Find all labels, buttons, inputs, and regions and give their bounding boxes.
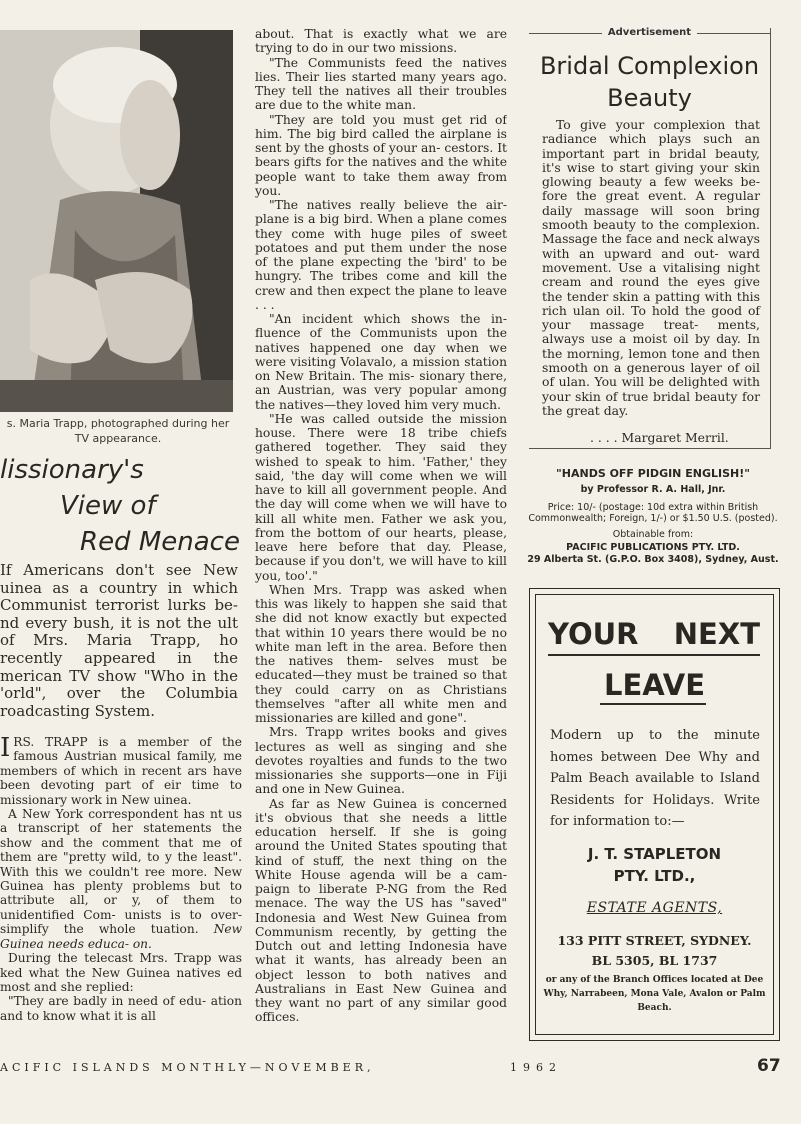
leave-ad-heading-2: LEAVE (603, 668, 706, 702)
company-name-2: PTY. LTD., (613, 867, 696, 885)
page-footer (0, 1058, 801, 1082)
bridal-ad-signature: . . . . Margaret Merril. (590, 430, 729, 445)
col2-paragraph: about. That is exactly what we are trying to do in our two missions. (255, 27, 507, 56)
headline-line-3: Red Menace (80, 527, 240, 557)
article-lede (0, 562, 238, 720)
col2-paragraph: As far as New Guinea is concerned it's obvious that she needs a little education herself. If she is going around the United States spouting that kind of stuff, the next thing on the White House agenda will be a cam- paign to liberate P-NG from the Red menace. The way the US has "saved" Indonesia and West New Guinea from Communism recently, by getting the Dutch out and letting Indonesia have what it wants, has already been an object lesson to both natives and Australians in East New Guinea and they want no part of any similar good offices. (255, 796, 507, 1025)
maria-trapp-photo (0, 30, 233, 412)
pidgin-price: Price: 10/- (postage: 10d extra within British Commonwealth; Foreign, 1/-) or $1.50 U.S. (posted). (528, 502, 778, 524)
col1-paragraph-2 (0, 807, 242, 951)
bridal-title-line-1: Bridal Complexion (539, 52, 760, 80)
col1-p2-italic: New Guinea needs educa- on. (0, 922, 242, 951)
magazine-name: ACIFIC ISLANDS MONTHLY—NOVEMBER, (0, 1061, 375, 1074)
pidgin-obtainable: Obtainable from: (612, 529, 694, 540)
bridal-ad-title (529, 50, 770, 114)
branch-offices: or any of the Branch Offices located at Dee Why, Narrabeen, Mona Vale, Avalon or Palm Beach. (543, 975, 766, 1013)
street-address: 133 PITT STREET, SYDNEY. (557, 933, 752, 948)
col1-paragraph-1 (0, 735, 242, 807)
leave-ad-rule-2 (600, 703, 706, 705)
pidgin-title: "HANDS OFF PIDGIN ENGLISH!" (556, 467, 750, 480)
leave-ad-body: Modern up to the minute homes between Dee Why and Palm Beach available to Island Residents for Holidays. Write for information to:— (550, 728, 760, 829)
company-name-1: J. T. STAPLETON (587, 845, 722, 863)
col2-paragraph: When Mrs. Trapp was asked when this was likely to happen she said that she did not know exactly but expected that within 10 years there would be no white man left in the area. Before then the natives them- selves must be educated—they must be trained so that they could carry on as Christians themselves "after all white men and missionaries are killed and gone". (255, 582, 507, 725)
phone-numbers: BL 5305, BL 1737 (591, 953, 718, 968)
estate-agents-label: ESTATE AGENTS, (586, 900, 723, 916)
headline-line-2: View of (60, 491, 156, 521)
lede-text: If Americans don't see New uinea as a country in which Communist terrorist lurks be- nd every bush, it is not the ult of Mrs. Maria Trapp, ho recently appeared in the merican TV show "Who in the 'orld", over the Columbia roadcasting System. (0, 561, 238, 720)
leave-ad-company (535, 843, 774, 887)
bridal-title-line-2: Beauty (607, 84, 692, 112)
portrait-illustration (0, 30, 233, 412)
pidgin-address: 29 Alberta St. (G.P.O. Box 3408), Sydney, Aust. (527, 554, 779, 565)
leave-ad-heading-1: YOUR NEXT (548, 617, 760, 651)
article-column-1 (0, 735, 242, 1023)
col2-paragraph: "He was called outside the mission house. There were 18 tribe chiefs gathered together. They said they wished to speak to him. 'Father,' they said, 'the day will come when we will have to kill all government people. And the day will come when we will have to kill all white men. Father we ask you, from the bottom of our hearts, please, leave here before that day. Please, because if you don't, we will have to kill you, too'." (255, 411, 507, 583)
issue-year: 1962 (510, 1061, 562, 1074)
col2-paragraph: "An incident which shows the in- fluence of the Communists upon the natives happened one day when we were visiting Volavalo, a mission station on New Britain. The mis- sionary there, an Austrian, was very popular among the natives—they loved him very much. (255, 312, 507, 412)
pidgin-publisher: PACIFIC PUBLICATIONS PTY. LTD. (566, 542, 740, 553)
col1-paragraph-3: During the telecast Mrs. Trapp was ked what the New Guinea natives ed most and she replied: (0, 951, 242, 994)
advertisement-label: Advertisement (529, 27, 770, 38)
page-number: 67 (757, 1056, 781, 1076)
col2-paragraph: "The natives really believe the air- plane is a big bird. When a plane comes they come with huge piles of sweet potatoes and put them under the nose of the plane expecting the 'bird' to be hungry. The tribes come and kill the crew and then expect the plane to leave . . . (255, 198, 507, 312)
leave-ad-rule (548, 654, 760, 656)
pidgin-book-notice (525, 466, 781, 566)
headline-line-1: lissionary's (0, 455, 144, 485)
col2-paragraph: "The Communists feed the natives lies. Their lies started many years ago. They tell the natives all their troubles are due to the white man. (255, 55, 507, 113)
col1-paragraph-4: "They are badly in need of edu- ation and to know what it is all (0, 994, 242, 1023)
col2-paragraph: Mrs. Trapp writes books and gives lectures as well as singing and she devotes royalties and funds to the two missionaries she supports—one in Fiji and one in New Guinea. (255, 725, 507, 797)
col1-p2-text: A New York correspondent has nt us a transcript of her statements the show and the comment that me of them are "pretty wild, to y the least". With this we couldn't ree more. New Guinea has plenty problems but to attribute all, or y, of them to unidentified Com- unists is to over-simplify the whole tuation. (0, 807, 242, 937)
article-column-2 (255, 27, 507, 1051)
leave-ad-address (535, 931, 774, 971)
drop-cap: I (0, 735, 11, 763)
col2-paragraph: "They are told you must get rid of him. The big bird called the airplane is sent by the ghosts of your an- cestors. It bears gifts for the natives and the white people want to take them away from you. (255, 112, 507, 198)
bridal-ad-body: To give your complexion that radiance which plays such an important part in bridal beauty, it's wise to start giving your skin glowing beauty a few weeks be- fore the great event. A regular daily massage will soon bring smooth beauty to the complexion. Massage the face and neck always with an upward and out- ward movement. Use a vitalising night cream and round the eyes give the tender skin a patting with this rich ulan oil. To hold the good of your massage treat- ments, always use a moist oil by day. In the morning, lemon tone and then smooth on a generous layer of oil of ulan. You will be delighted with your skin of true bridal beauty for the great day. (542, 117, 760, 418)
col1-p1-text: RS. TRAPP is a member of the famous Austrian musical family, me members of which in recent ars have been devoting part of eir time to missionary work in New uinea. (0, 735, 242, 807)
pidgin-author: by Professor R. A. Hall, Jnr. (580, 484, 726, 495)
photo-caption: s. Maria Trapp, photographed during her TV appearance. (6, 417, 230, 445)
